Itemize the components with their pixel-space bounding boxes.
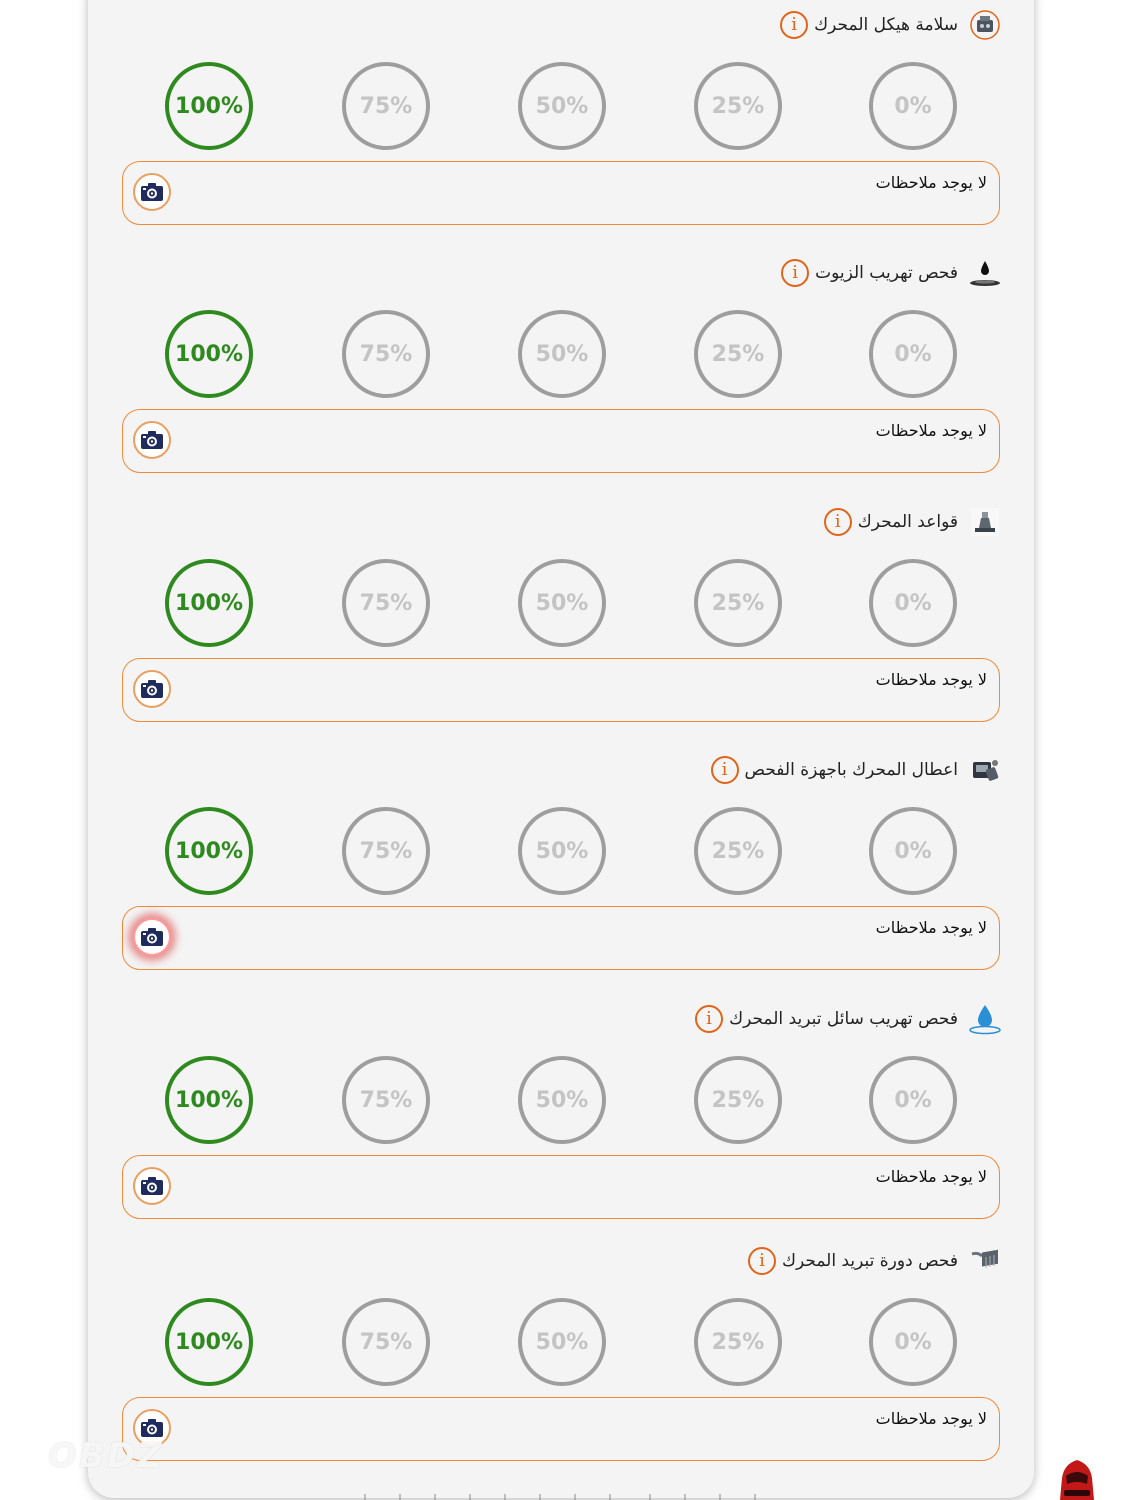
notes-field[interactable] xyxy=(122,409,1000,473)
inspection-section xyxy=(88,497,1034,745)
rating-option-25-percent[interactable]: 25% xyxy=(694,1298,782,1386)
info-icon[interactable]: i xyxy=(824,508,852,536)
rating-option-100-percent[interactable]: 100% xyxy=(165,807,253,895)
inspection-section xyxy=(88,994,1034,1242)
rating-option-50-percent[interactable]: 50% xyxy=(518,1298,606,1386)
rating-option-25-percent[interactable]: 25% xyxy=(694,1056,782,1144)
inspection-card xyxy=(88,0,1034,1498)
inspection-section xyxy=(88,745,1034,993)
inspection-section xyxy=(88,248,1034,496)
rating-options xyxy=(88,1056,1034,1146)
rating-option-0-percent[interactable]: 0% xyxy=(869,1298,957,1386)
rating-option-100-percent[interactable]: 100% xyxy=(165,559,253,647)
rating-option-75-percent[interactable]: 75% xyxy=(342,1056,430,1144)
rating-option-75-percent[interactable]: 75% xyxy=(342,807,430,895)
notes-text: لا يوجد ملاحظات xyxy=(875,1167,987,1186)
section-title: اعطال المحرك باجهزة الفحص xyxy=(744,760,958,780)
rating-option-25-percent[interactable]: 25% xyxy=(694,559,782,647)
diagnostic-scanner-icon xyxy=(968,753,1002,787)
section-header xyxy=(748,1244,1002,1278)
notes-field[interactable] xyxy=(122,1397,1000,1461)
section-title: قواعد المحرك xyxy=(857,512,958,532)
info-icon[interactable]: i xyxy=(780,11,808,39)
rating-option-0-percent[interactable]: 0% xyxy=(869,1056,957,1144)
camera-button[interactable] xyxy=(133,670,171,708)
rating-option-0-percent[interactable]: 0% xyxy=(869,807,957,895)
rating-option-50-percent[interactable]: 50% xyxy=(518,1056,606,1144)
section-header xyxy=(695,1002,1002,1036)
rating-option-75-percent[interactable]: 75% xyxy=(342,559,430,647)
coolant-drop-icon xyxy=(968,1002,1002,1036)
rating-option-0-percent[interactable]: 0% xyxy=(869,62,957,150)
camera-button[interactable] xyxy=(133,173,171,211)
section-title: فحص تهريب الزيوت xyxy=(815,263,958,283)
rating-options xyxy=(88,807,1034,897)
rating-option-50-percent[interactable]: 50% xyxy=(518,559,606,647)
camera-icon xyxy=(140,678,164,700)
rating-option-0-percent[interactable]: 0% xyxy=(869,310,957,398)
camera-button[interactable] xyxy=(133,1167,171,1205)
notes-text: لا يوجد ملاحظات xyxy=(875,421,987,440)
notes-field[interactable] xyxy=(122,161,1000,225)
info-icon[interactable]: i xyxy=(695,1005,723,1033)
watermark-logo: OBDZ xyxy=(48,1436,164,1476)
info-icon[interactable]: i xyxy=(781,259,809,287)
rating-options xyxy=(88,62,1034,152)
notes-text: لا يوجد ملاحظات xyxy=(875,173,987,192)
rating-options xyxy=(88,1298,1034,1388)
notes-field[interactable] xyxy=(122,658,1000,722)
rating-options xyxy=(88,559,1034,649)
radiator-hose-icon xyxy=(968,1244,1002,1278)
section-header xyxy=(781,256,1002,290)
rating-option-100-percent[interactable]: 100% xyxy=(165,62,253,150)
oil-drop-icon xyxy=(968,256,1002,290)
notes-field[interactable] xyxy=(122,1155,1000,1219)
notes-text: لا يوجد ملاحظات xyxy=(875,918,987,937)
section-title: فحص دورة تبريد المحرك xyxy=(781,1251,958,1271)
rating-option-25-percent[interactable]: 25% xyxy=(694,62,782,150)
info-icon[interactable]: i xyxy=(748,1247,776,1275)
notes-text: لا يوجد ملاحظات xyxy=(875,1409,987,1428)
engine-block-icon xyxy=(968,8,1002,42)
camera-icon xyxy=(140,429,164,451)
rating-options xyxy=(88,310,1034,400)
inspection-section xyxy=(88,0,1034,248)
rating-option-100-percent[interactable]: 100% xyxy=(165,310,253,398)
rating-option-75-percent[interactable]: 75% xyxy=(342,1298,430,1386)
section-header xyxy=(824,505,1002,539)
camera-icon xyxy=(140,1175,164,1197)
inspection-section xyxy=(88,1236,1034,1484)
rating-option-25-percent[interactable]: 25% xyxy=(694,807,782,895)
camera-icon xyxy=(140,926,164,948)
section-header xyxy=(780,8,1002,42)
rating-option-75-percent[interactable]: 75% xyxy=(342,310,430,398)
camera-button[interactable] xyxy=(133,918,171,956)
section-title: سلامة هيكل المحرك xyxy=(814,15,958,35)
rating-option-50-percent[interactable]: 50% xyxy=(518,62,606,150)
section-title: فحص تهريب سائل تبريد المحرك xyxy=(729,1009,958,1029)
camera-button[interactable] xyxy=(133,421,171,459)
rating-option-50-percent[interactable]: 50% xyxy=(518,807,606,895)
rating-option-100-percent[interactable]: 100% xyxy=(165,1298,253,1386)
rating-option-0-percent[interactable]: 0% xyxy=(869,559,957,647)
camera-icon xyxy=(140,181,164,203)
ruler-ticks xyxy=(360,1494,760,1500)
rating-option-100-percent[interactable]: 100% xyxy=(165,1056,253,1144)
rating-option-25-percent[interactable]: 25% xyxy=(694,310,782,398)
rating-option-75-percent[interactable]: 75% xyxy=(342,62,430,150)
rating-option-50-percent[interactable]: 50% xyxy=(518,310,606,398)
notes-text: لا يوجد ملاحظات xyxy=(875,670,987,689)
car-thumbnail-icon[interactable] xyxy=(1054,1456,1100,1500)
notes-field[interactable] xyxy=(122,906,1000,970)
engine-mount-icon xyxy=(968,505,1002,539)
section-header xyxy=(711,753,1003,787)
info-icon[interactable]: i xyxy=(711,756,739,784)
